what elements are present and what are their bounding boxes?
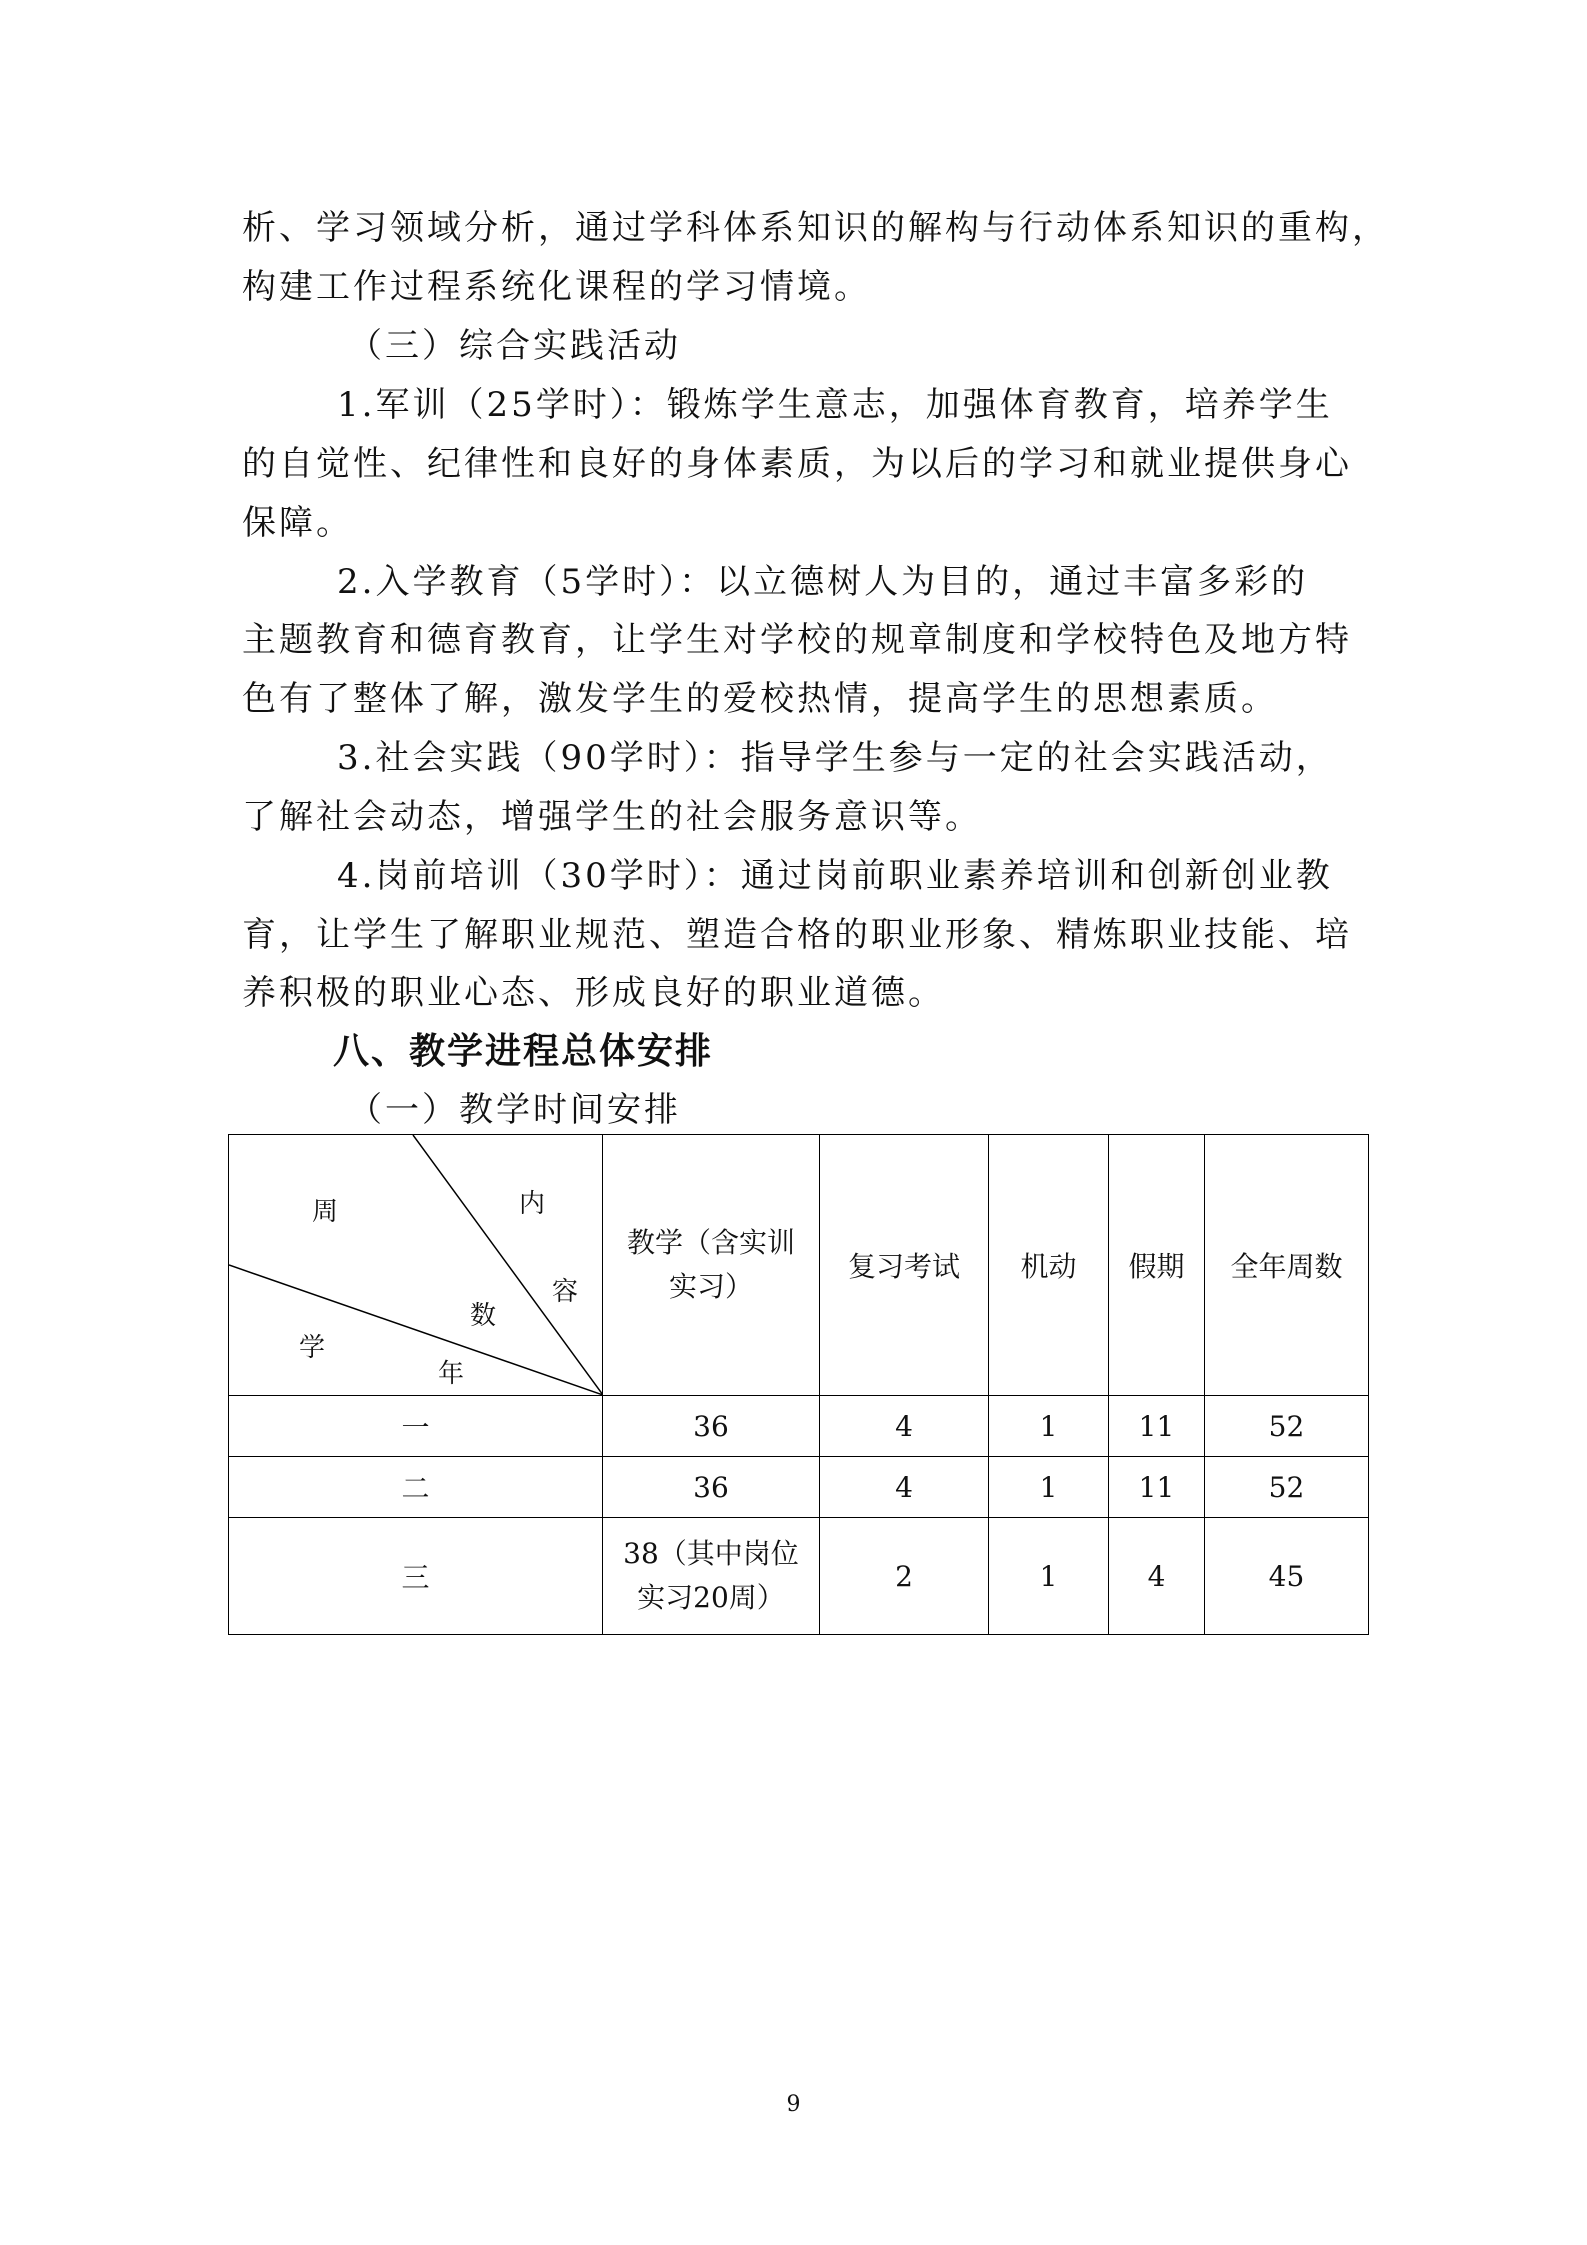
paragraph-line: 保障。 [242, 503, 353, 543]
page-number: 9 [786, 2092, 801, 2117]
subsection-heading: （一）教学时间安排 [348, 1090, 681, 1130]
col-header: 教学（含实训 实习） [603, 1135, 820, 1396]
exam-cell: 4 [820, 1396, 989, 1457]
paragraph-line: 构建工作过程系统化课程的学习情境。 [242, 267, 871, 307]
diag-label: 内 [519, 1189, 546, 1219]
paragraph-line: 色有了整体了解，激发学生的爱校热情，提高学生的思想素质。 [242, 679, 1278, 719]
table-header-row [229, 1135, 1369, 1396]
schedule-table [228, 1134, 1369, 1635]
paragraph-line: 主题教育和德育教育，让学生对学校的规章制度和学校特色及地方特 [242, 620, 1352, 660]
exam-cell: 4 [820, 1457, 989, 1518]
diag-label: 容 [552, 1277, 579, 1307]
total-cell: 45 [1205, 1518, 1369, 1635]
diagonal-header-cell [229, 1135, 603, 1396]
paragraph-line: 4.岗前培训（30学时）：通过岗前职业素养培训和创新创业教 [337, 856, 1333, 896]
paragraph-line: 3.社会实践（90学时）：指导学生参与一定的社会实践活动， [337, 738, 1333, 778]
teach-cell: 36 [603, 1396, 820, 1457]
paragraph-line: 1.军训（25学时）：锻炼学生意志，加强体育教育，培养学生 [337, 385, 1333, 425]
holiday-cell: 11 [1109, 1396, 1205, 1457]
diag-label: 数 [470, 1301, 497, 1331]
flex-cell: 1 [989, 1457, 1109, 1518]
year-cell: 三 [229, 1518, 603, 1635]
paragraph-line: 2.入学教育（5学时）：以立德树人为目的，通过丰富多彩的 [337, 562, 1309, 602]
teach-cell: 38（其中岗位 实习20周） [603, 1518, 820, 1635]
paragraph-line: 养积极的职业心态、形成良好的职业道德。 [242, 973, 945, 1013]
diag-label: 学 [299, 1333, 326, 1363]
section-heading: （三）综合实践活动 [348, 326, 681, 366]
year-cell: 一 [229, 1396, 603, 1457]
holiday-cell: 4 [1109, 1518, 1205, 1635]
exam-cell: 2 [820, 1518, 989, 1635]
total-cell: 52 [1205, 1457, 1369, 1518]
flex-cell: 1 [989, 1518, 1109, 1635]
diag-label: 周 [312, 1197, 339, 1227]
table-row [229, 1518, 1369, 1635]
flex-cell: 1 [989, 1396, 1109, 1457]
chapter-heading: 八、教学进程总体安排 [333, 1031, 714, 1072]
paragraph-line: 育，让学生了解职业规范、塑造合格的职业形象、精炼职业技能、培 [242, 915, 1352, 955]
teach-cell: 36 [603, 1457, 820, 1518]
col-header: 全年周数 [1205, 1135, 1369, 1396]
paragraph-line: 了解社会动态，增强学生的社会服务意识等。 [242, 797, 982, 837]
total-cell: 52 [1205, 1396, 1369, 1457]
diagonal-lines [229, 1135, 603, 1395]
diag-label: 年 [438, 1359, 465, 1389]
table-row [229, 1457, 1369, 1518]
holiday-cell: 11 [1109, 1457, 1205, 1518]
paragraph-line: 的自觉性、纪律性和良好的身体素质，为以后的学习和就业提供身心 [242, 444, 1352, 484]
col-header: 假期 [1109, 1135, 1205, 1396]
table-row [229, 1396, 1369, 1457]
col-header: 复习考试 [820, 1135, 989, 1396]
col-header: 机动 [989, 1135, 1109, 1396]
paragraph-line: 析、学习领域分析，通过学科体系知识的解构与行动体系知识的重构， [242, 208, 1389, 248]
year-cell: 二 [229, 1457, 603, 1518]
